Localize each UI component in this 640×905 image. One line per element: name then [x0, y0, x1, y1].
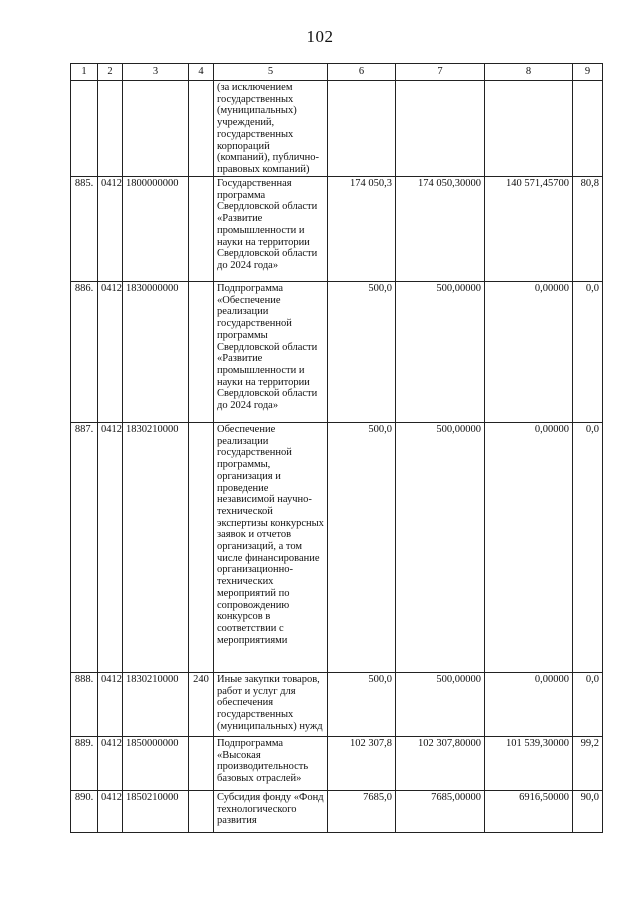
- value-col-8: 6916,50000: [485, 791, 573, 833]
- table-row: [71, 177, 603, 282]
- value-col-6: 7685,0: [328, 791, 396, 833]
- column-header-2: 2: [98, 64, 123, 81]
- expense-type-code: [189, 81, 214, 177]
- target-article-code: 1830000000: [123, 282, 189, 423]
- item-name: Подпрограмма «Обеспечение реализации государственной программы Свердловской области «Развитие промышленности и науки на территории Свердловской области до 2024 года»: [214, 282, 328, 423]
- value-col-6: [328, 81, 396, 177]
- column-header-8: 8: [485, 64, 573, 81]
- target-article-code: 1850210000: [123, 791, 189, 833]
- value-col-9: [573, 81, 603, 177]
- expense-type-code: 240: [189, 673, 214, 737]
- item-name: Государственная программа Свердловской области «Развитие промышленности и науки на территории Свердловской области до 2024 года»: [214, 177, 328, 282]
- item-name: Обеспечение реализации государственной программы, организация и проведение независимой научно-технической экспертизы конкурсных заявок и отчетов организаций, а том числе финансирование организационно-технических мероприятий по сопровождению конкурсов в соответствии с мероприятиями: [214, 423, 328, 673]
- value-col-6: 500,0: [328, 673, 396, 737]
- value-col-6: 500,0: [328, 282, 396, 423]
- value-col-8: 0,00000: [485, 282, 573, 423]
- target-article-code: 1800000000: [123, 177, 189, 282]
- column-header-7: 7: [396, 64, 485, 81]
- value-col-9: 80,8: [573, 177, 603, 282]
- value-col-8: 140 571,45700: [485, 177, 573, 282]
- target-article-code: 1830210000: [123, 423, 189, 673]
- value-col-8: [485, 81, 573, 177]
- row-number: 885.: [71, 177, 98, 282]
- column-header-4: 4: [189, 64, 214, 81]
- budget-table: [70, 63, 603, 833]
- column-header-9: 9: [573, 64, 603, 81]
- table-row: [71, 282, 603, 423]
- section-code: 0412: [98, 282, 123, 423]
- value-col-7: [396, 81, 485, 177]
- target-article-code: 1830210000: [123, 673, 189, 737]
- section-code: [98, 81, 123, 177]
- item-name: Субсидия фонду «Фонд технологического развития: [214, 791, 328, 833]
- expense-type-code: [189, 282, 214, 423]
- column-header-6: 6: [328, 64, 396, 81]
- value-col-9: 99,2: [573, 737, 603, 791]
- target-article-code: 1850000000: [123, 737, 189, 791]
- expense-type-code: [189, 791, 214, 833]
- table-row: [71, 791, 603, 833]
- value-col-7: 500,00000: [396, 423, 485, 673]
- header-row: [71, 64, 603, 81]
- target-article-code: [123, 81, 189, 177]
- value-col-9: 0,0: [573, 673, 603, 737]
- table-row: [71, 423, 603, 673]
- section-code: 0412: [98, 673, 123, 737]
- row-number: 888.: [71, 673, 98, 737]
- value-col-9: 0,0: [573, 423, 603, 673]
- value-col-8: 101 539,30000: [485, 737, 573, 791]
- section-code: 0412: [98, 177, 123, 282]
- row-number: 890.: [71, 791, 98, 833]
- section-code: 0412: [98, 737, 123, 791]
- table-row: [71, 81, 603, 177]
- value-col-8: 0,00000: [485, 673, 573, 737]
- table-row: [71, 737, 603, 791]
- value-col-8: 0,00000: [485, 423, 573, 673]
- column-header-5: 5: [214, 64, 328, 81]
- value-col-7: 500,00000: [396, 673, 485, 737]
- row-number: 886.: [71, 282, 98, 423]
- value-col-9: 0,0: [573, 282, 603, 423]
- value-col-7: 174 050,30000: [396, 177, 485, 282]
- row-number: [71, 81, 98, 177]
- expense-type-code: [189, 423, 214, 673]
- expense-type-code: [189, 177, 214, 282]
- value-col-9: 90,0: [573, 791, 603, 833]
- value-col-7: 102 307,80000: [396, 737, 485, 791]
- expense-type-code: [189, 737, 214, 791]
- row-number: 887.: [71, 423, 98, 673]
- item-name: Иные закупки товаров, работ и услуг для обеспечения государственных (муниципальных) нужд: [214, 673, 328, 737]
- page-number: 102: [306, 27, 334, 46]
- column-header-3: 3: [123, 64, 189, 81]
- value-col-6: 174 050,3: [328, 177, 396, 282]
- row-number: 889.: [71, 737, 98, 791]
- item-name: (за исключением государственных (муниципальных) учреждений, государственных корпораций (компаний), публично-правовых компаний): [214, 81, 328, 177]
- value-col-7: 500,00000: [396, 282, 485, 423]
- value-col-6: 500,0: [328, 423, 396, 673]
- table-row: [71, 673, 603, 737]
- column-header-1: 1: [71, 64, 98, 81]
- value-col-6: 102 307,8: [328, 737, 396, 791]
- item-name: Подпрограмма «Высокая производительность базовых отраслей»: [214, 737, 328, 791]
- section-code: 0412: [98, 423, 123, 673]
- section-code: 0412: [98, 791, 123, 833]
- value-col-7: 7685,00000: [396, 791, 485, 833]
